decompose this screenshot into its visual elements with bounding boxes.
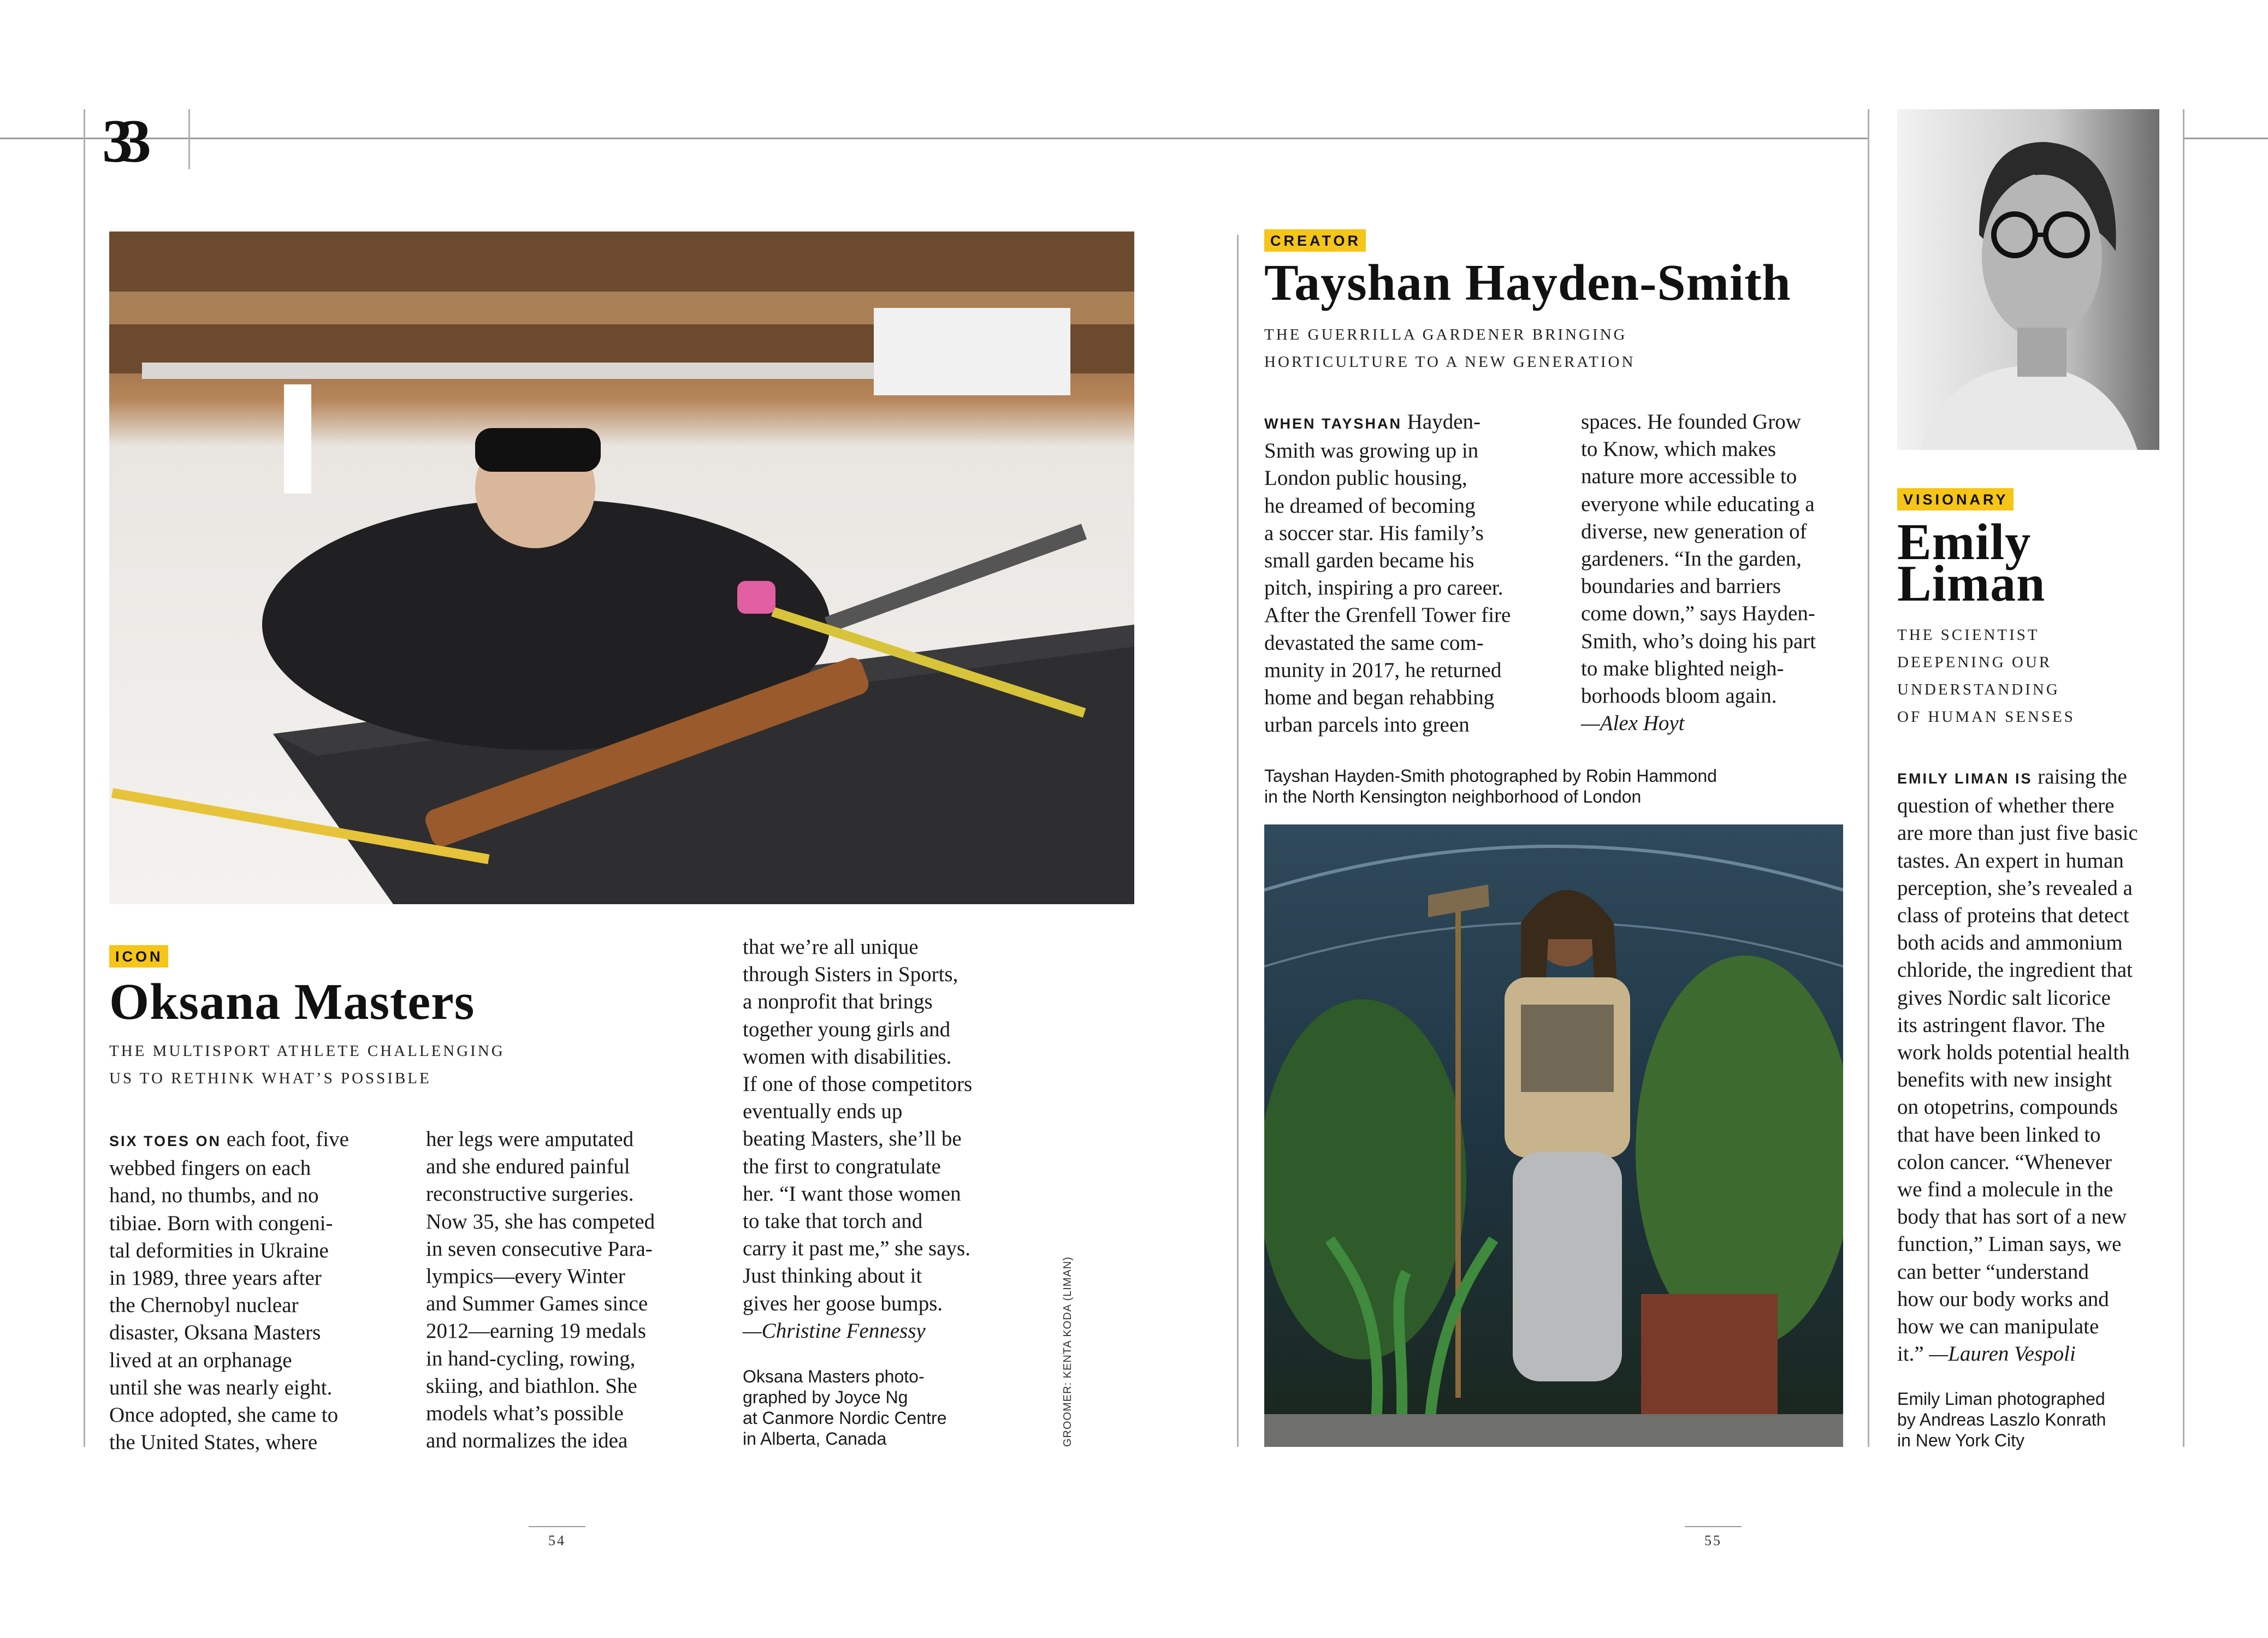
body-line: perception, she’s revealed a (1897, 876, 2133, 900)
icon-tag: ICON (109, 945, 168, 968)
oksana-body-col-3 (743, 934, 1027, 1345)
body-line: come down,” says Hayden- (1581, 602, 1815, 626)
body-line: it.” (1897, 1342, 1924, 1366)
body-line: Once adopted, she came to (109, 1403, 339, 1427)
tayshan-body-col-2 (1581, 408, 1865, 737)
top-rule-right (2184, 138, 2268, 139)
body-line: small garden became his (1264, 549, 1475, 573)
dek-line: OF HUMAN SENSES (1897, 708, 2075, 726)
body-line: disaster, Oksana Masters (109, 1321, 321, 1345)
body-line: tastes. An expert in human (1897, 848, 2124, 873)
dek-tayshan (1264, 321, 1635, 376)
body-line: lived at an orphanage (109, 1348, 292, 1372)
oksana-body-col-1 (109, 1126, 393, 1456)
body-line: tal deformities in Ukraine (109, 1238, 329, 1262)
body-line: that have been linked to (1897, 1123, 2101, 1147)
body-line: eventually ends up (743, 1100, 903, 1124)
caption-line: Emily Liman photographed (1897, 1389, 2105, 1409)
body-line: and she endured painful (426, 1155, 630, 1179)
caption-line: by Andreas Laszlo Konrath (1897, 1410, 2106, 1429)
body-line: diverse, new generation of (1581, 519, 1807, 543)
logo-divider (188, 109, 190, 169)
visionary-tag: VISIONARY (1897, 488, 2014, 511)
body-line: class of proteins that detect (1897, 904, 2129, 928)
body-line: 2012—earning 19 medals (426, 1319, 646, 1343)
body-line: how our body works and (1897, 1287, 2109, 1311)
emily-photo-caption (1897, 1388, 2159, 1451)
caption-line: Oksana Masters photo- (743, 1367, 925, 1386)
left-margin-rule (84, 109, 85, 1447)
folio-rule-right (1685, 1526, 1742, 1527)
dek-oksana-masters (109, 1037, 505, 1092)
emily-body-col (1897, 763, 2181, 1368)
page-number-left: 54 (548, 1533, 566, 1548)
body-line: are more than just five basic (1897, 821, 2138, 845)
logo-text: 33 (102, 108, 139, 173)
body-line: in seven consecutive Para- (426, 1237, 653, 1261)
right-divider-rule-b (2183, 109, 2184, 1447)
lead-in: WHEN TAYSHAN (1264, 416, 1402, 432)
body-line: body that has sort of a new (1897, 1205, 2127, 1229)
body-line: reconstructive surgeries. (426, 1182, 634, 1206)
body-line: tibiae. Born with congeni- (109, 1211, 333, 1235)
body-line: until she was nearly eight. (109, 1375, 333, 1399)
oksana-body-col-2 (426, 1126, 710, 1455)
dek-line: THE MULTISPORT ATHLETE CHALLENGING (109, 1042, 505, 1060)
body-line: devastated the same com- (1264, 631, 1484, 655)
body-line: If one of those competitors (743, 1072, 973, 1096)
dek-line: UNDERSTANDING (1897, 681, 2060, 698)
body-line: Smith, who’s doing his part (1581, 629, 1816, 653)
body-line: everyone while educating a (1581, 492, 1815, 516)
body-line: to take that torch and (743, 1209, 923, 1233)
body-line: Smith was growing up in (1264, 439, 1479, 463)
body-line: and Summer Games since (426, 1292, 648, 1316)
body-line: gives her goose bumps. (743, 1291, 943, 1315)
body-line: work holds potential health (1897, 1041, 2130, 1065)
dek-line: THE SCIENTIST (1897, 626, 2040, 644)
body-line: lympics—every Winter (426, 1265, 625, 1289)
body-line: its astringent flavor. The (1897, 1013, 2105, 1037)
tayshan-body-col-1 (1264, 408, 1548, 739)
body-line: chloride, the ingredient that (1897, 958, 2133, 982)
emily-liman-portrait (1897, 109, 2159, 450)
body-line: London public housing, (1264, 466, 1467, 490)
byline: —Lauren Vespoli (1929, 1342, 2076, 1366)
right-divider-rule-a (1868, 109, 1869, 1447)
body-line: carry it past me,” she says. (743, 1237, 970, 1261)
body-line: Hayden- (1402, 410, 1481, 434)
caption-line: in Alberta, Canada (743, 1429, 887, 1449)
page-number-right: 55 (1704, 1533, 1722, 1548)
body-line: how we can manipulate (1897, 1315, 2099, 1339)
caption-line: in the North Kensington neighborhood of London (1264, 787, 1642, 806)
caption-line: Tayshan Hayden-Smith photographed by Robin Hammond (1264, 766, 1717, 786)
body-line: a soccer star. His family’s (1264, 521, 1484, 545)
body-line: the United States, where (109, 1431, 318, 1455)
body-line: each foot, five (221, 1127, 349, 1151)
oksana-photo-caption (743, 1366, 1005, 1449)
body-line: to Know, which makes (1581, 437, 1776, 461)
body-line: pitch, inspiring a pro career. (1264, 576, 1503, 600)
headline-line: Emily (1897, 514, 2032, 571)
body-line: and normalizes the idea (426, 1429, 628, 1453)
caption-line: at Canmore Nordic Centre (743, 1408, 947, 1428)
byline: —Alex Hoyt (1581, 711, 1685, 735)
body-line: nature more accessible to (1581, 465, 1797, 489)
body-line: that we’re all unique (743, 935, 919, 959)
body-line: he dreamed of becoming (1264, 494, 1476, 518)
body-line: her. “I want those women (743, 1182, 961, 1206)
body-line: spaces. He founded Grow (1581, 410, 1801, 434)
body-line: through Sisters in Sports, (743, 963, 958, 987)
body-line: we find a molecule in the (1897, 1178, 2113, 1202)
body-line: the first to congratulate (743, 1154, 941, 1178)
body-line: Now 35, she has competed (426, 1209, 655, 1233)
top-rule-left (0, 138, 1868, 139)
body-line: on otopetrins, compounds (1897, 1095, 2118, 1119)
body-line: raising the (2032, 765, 2127, 788)
body-line: in hand-cycling, rowing, (426, 1346, 636, 1370)
body-line: to make blighted neigh- (1581, 656, 1784, 680)
lead-in: EMILY LIMAN IS (1897, 770, 2033, 787)
magazine-logo (101, 107, 172, 173)
dek-line: HORTICULTURE TO A NEW GENERATION (1264, 353, 1636, 371)
body-line: benefits with new insight (1897, 1068, 2112, 1092)
dek-line: US TO RETHINK WHAT’S POSSIBLE (109, 1070, 431, 1087)
caption-line: graphed by Joyce Ng (743, 1387, 908, 1407)
body-line: Just thinking about it (743, 1264, 922, 1288)
body-line: women with disabilities. (743, 1044, 952, 1069)
body-line: munity in 2017, he returned (1264, 658, 1502, 682)
body-line: gardeners. “In the garden, (1581, 547, 1802, 571)
folio-rule-left (529, 1526, 585, 1527)
body-line: After the Grenfell Tower fire (1264, 603, 1511, 627)
body-line: skiing, and biathlon. She (426, 1374, 637, 1398)
body-line: in 1989, three years after (109, 1266, 322, 1290)
body-line: her legs were amputated (426, 1127, 634, 1151)
byline: —Christine Fennessy (743, 1319, 926, 1343)
body-line: together young girls and (743, 1017, 951, 1041)
lead-in: SIX TOES ON (109, 1133, 222, 1149)
caption-line: in New York City (1897, 1431, 2024, 1450)
body-line: a nonprofit that brings (743, 990, 933, 1014)
middle-divider-rule (1237, 235, 1239, 1447)
body-line: function,” Liman says, we (1897, 1232, 2122, 1256)
groomer-credit: GROOMER: KENTA KODA (LIMAN) (1062, 1256, 1074, 1447)
body-line: both acids and ammonium (1897, 931, 2123, 955)
body-line: borhoods bloom again. (1581, 684, 1777, 708)
body-line: beating Masters, she’ll be (743, 1127, 962, 1151)
creator-tag: CREATOR (1264, 229, 1366, 252)
dek-line: THE GUERRILLA GARDENER BRINGING (1264, 326, 1627, 343)
body-line: question of whether there (1897, 794, 2115, 818)
body-line: boundaries and barriers (1581, 574, 1781, 598)
body-line: the Chernobyl nuclear (109, 1293, 299, 1317)
headline-line: Liman (1897, 555, 2046, 612)
dek-line: DEEPENING OUR (1897, 654, 2052, 671)
body-line: urban parcels into green (1264, 713, 1470, 737)
tayshan-hayden-smith-photo (1264, 824, 1843, 1447)
headline-oksana-masters: Oksana Masters (109, 974, 475, 1030)
body-line: webbed fingers on each (109, 1156, 311, 1180)
body-line: home and began rehabbing (1264, 686, 1495, 710)
headline-emily-liman (1897, 514, 2046, 612)
headline-tayshan-hayden-smith: Tayshan Hayden-Smith (1264, 254, 1791, 311)
tayshan-photo-caption (1264, 765, 1854, 807)
dek-emily-liman (1897, 621, 2075, 731)
body-line: colon cancer. “Whenever (1897, 1150, 2112, 1174)
body-line: can better “understand (1897, 1260, 2089, 1284)
body-line: models what’s possible (426, 1402, 624, 1426)
body-line: hand, no thumbs, and no (109, 1184, 319, 1208)
body-line: gives Nordic salt licorice (1897, 986, 2111, 1010)
oksana-masters-photo (109, 232, 1134, 904)
